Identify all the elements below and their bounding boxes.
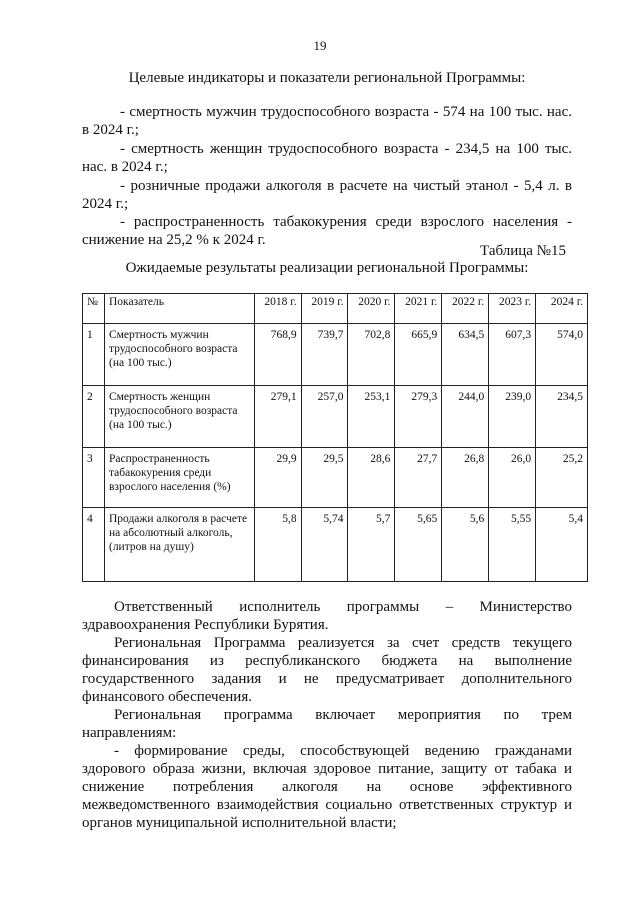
value-cell: 574,0 [536,324,588,386]
table-row [83,324,588,386]
table-title: Ожидаемые результаты реализации региональной Программы: [125,260,529,276]
table-header-cell: 2020 г. [348,294,395,324]
value-cell: 244,0 [442,386,489,448]
table-header-cell: Показатель [104,294,254,324]
indicator-name: Смертность женщин трудоспособного возраста (на 100 тыс.) [104,386,254,448]
value-cell: 5,65 [395,508,442,582]
body-paragraph: Региональная программа включает мероприятия по трем направлениям: [82,707,572,741]
table-row [83,448,588,508]
value-cell: 607,3 [489,324,536,386]
value-cell: 279,1 [254,386,301,448]
value-cell: 279,3 [395,386,442,448]
value-cell: 257,0 [301,386,348,448]
value-cell: 768,9 [254,324,301,386]
value-cell: 5,55 [489,508,536,582]
row-number: 3 [83,448,105,508]
value-cell: 5,4 [536,508,588,582]
value-cell: 29,5 [301,448,348,508]
indicator-item: - розничные продажи алкоголя в расчете на чистый этанол - 5,4 л. в 2024 г.; [82,178,572,212]
table-caption: Таблица №15 [480,243,566,259]
indicator-item: - смертность женщин трудоспособного возраста - 234,5 на 100 тыс. нас. в 2024 г.; [82,141,572,175]
table-header-cell: 2024 г. [536,294,588,324]
value-cell: 253,1 [348,386,395,448]
value-cell: 739,7 [301,324,348,386]
value-cell: 25,2 [536,448,588,508]
value-cell: 5,6 [442,508,489,582]
table-header-row [83,294,588,324]
results-table [82,293,588,582]
value-cell: 27,7 [395,448,442,508]
value-cell: 26,0 [489,448,536,508]
table-header-cell: 2018 г. [254,294,301,324]
value-cell: 239,0 [489,386,536,448]
table-header-cell: № [83,294,105,324]
value-cell: 634,5 [442,324,489,386]
body-paragraph: Ответственный исполнитель программы – Министерство здравоохранения Республики Бурятия. [82,599,572,633]
row-number: 1 [83,324,105,386]
value-cell: 5,74 [301,508,348,582]
value-cell: 29,9 [254,448,301,508]
table-header-cell: 2021 г. [395,294,442,324]
table-row [83,508,588,582]
table-header-cell: 2023 г. [489,294,536,324]
indicator-name: Продажи алкоголя в расчете на абсолютный алкоголь, (литров на душу) [104,508,254,582]
table-row [83,386,588,448]
body-paragraph: Региональная Программа реализуется за счет средств текущего финансирования из республиканского бюджета на выполнение государственного задания и не предусматривает дополнительного финансового обеспечения. [82,635,572,705]
value-cell: 234,5 [536,386,588,448]
indicator-name: Смертность мужчин трудоспособного возраста (на 100 тыс.) [104,324,254,386]
indicator-name: Распространенность табакокурения среди взрослого населения (%) [104,448,254,508]
row-number: 2 [83,386,105,448]
value-cell: 26,8 [442,448,489,508]
indicator-item: - распространенность табакокурения среди взрослого населения - снижение на 25,2 % к 2024 г. [82,214,572,248]
indicators-heading: Целевые индикаторы и показатели региональной Программы: [128,70,526,86]
value-cell: 28,6 [348,448,395,508]
value-cell: 665,9 [395,324,442,386]
row-number: 4 [83,508,105,582]
table-header-cell: 2022 г. [442,294,489,324]
value-cell: 702,8 [348,324,395,386]
indicator-item: - смертность мужчин трудоспособного возраста - 574 на 100 тыс. нас. в 2024 г.; [82,104,572,138]
value-cell: 5,7 [348,508,395,582]
page-number: 19 [313,38,327,53]
body-paragraph: - формирование среды, способствующей ведению гражданами здорового образа жизни, включая здоровое питание, защиту от табака и снижение потребления алкоголя на основе эффективного межведомственного взаимодействия социально ответственных структур и органов муниципальной исполнительной власти; [82,743,572,831]
table-header-cell: 2019 г. [301,294,348,324]
value-cell: 5,8 [254,508,301,582]
